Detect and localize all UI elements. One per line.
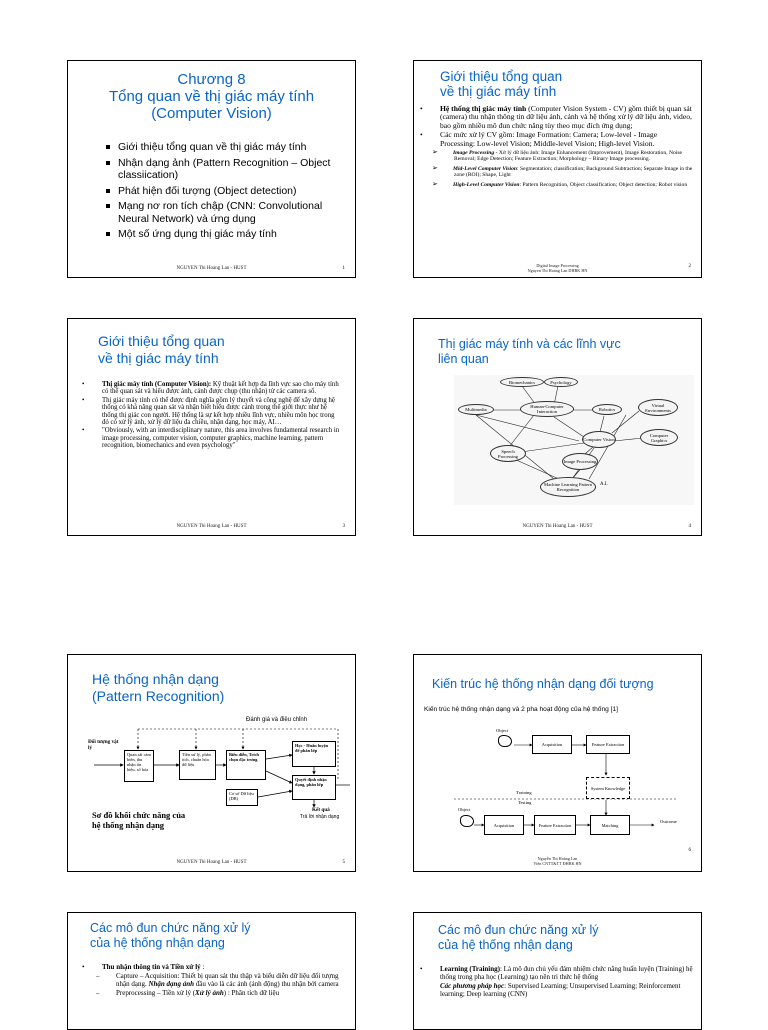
evaluation-label: Đánh giá và điều chỉnh bbox=[246, 717, 308, 723]
slide-7-d2-rest: ) : Phân tích dữ liệu bbox=[223, 989, 280, 997]
slide-5-page-number: 5 bbox=[342, 860, 345, 865]
node-virtual-environments: Virtual Environments bbox=[638, 399, 678, 416]
answer-label: Trả lời nhận dạng bbox=[300, 814, 340, 820]
slide-6-title: Kiến trúc hệ thống nhận dạng đối tượng bbox=[432, 677, 654, 691]
node-multimedia: Multimedia bbox=[458, 404, 494, 415]
slide-4 bbox=[413, 318, 702, 536]
slide-2-body bbox=[420, 104, 693, 189]
slide-8-body bbox=[420, 965, 693, 999]
slide-3-title-line2: về thị giác máy tính bbox=[98, 350, 219, 366]
slide-6 bbox=[413, 654, 702, 872]
slide-3-paragraph-2: • Thị giác máy tính có thể được định nghĩa gồm lý thuyết và công nghệ để xây dựng hệ thống có khả năng quan sát và nhận biết hiểu được cảnh trong thế giới thực như hệ thống thị giác con người. Hệ thống là sự kết hợp nhiều lĩnh vực, nhiều môn học trong đó có xử lý ảnh, xử lý dữ liệu đa chiều, nhận dạng, học máy, AI… bbox=[82, 396, 335, 427]
slide-2-title bbox=[440, 69, 562, 99]
slide-1 bbox=[67, 60, 356, 278]
object-top-icon bbox=[498, 735, 512, 747]
slide-7-d2-start: Preprocessing – Tiền xử lý ( bbox=[116, 989, 196, 997]
slide-8-methods-text: : Supervised Learning; Unsupervised Learning; Reinforcement learning; Deep learning (CNN) bbox=[440, 982, 681, 998]
slide-3-title bbox=[98, 333, 225, 367]
slide-7-d2-italic: Xử lý ảnh bbox=[195, 989, 224, 997]
slide-3-p1-bold: Thị giác máy tính (Computer Vision): bbox=[102, 381, 212, 388]
node-psychology: Psychology bbox=[544, 377, 578, 387]
slide-3-paragraph-1: • Thị giác máy tính (Computer Vision): Kỹ thuật kết hợp đa lĩnh vực sao cho máy tính có thể quan sát và hiểu được ảnh, cảnh được chụp (thu nhận) từ các camera số. bbox=[82, 381, 339, 396]
slide-5-footer: NGUYEN Thi Hoang Lan - HUST bbox=[176, 860, 247, 865]
slide-4-footer: NGUYEN Thi Hoang Lan - HUST bbox=[522, 524, 593, 529]
feature-extraction-bottom: Feature Extraction bbox=[534, 815, 576, 835]
slide-1-bullets bbox=[104, 141, 341, 244]
caption-line1: Sơ đồ khối chức năng của bbox=[92, 810, 186, 820]
slide-1-bullet: Giới thiệu tổng quan về thị giác máy tính bbox=[104, 141, 341, 154]
slide-6-footer-line1: Nguyễn Thị Hoàng Lan bbox=[537, 856, 578, 862]
node-speech-processing: Speech Processing bbox=[490, 445, 526, 462]
slide-1-footer: NGUYEN Thi Hoang Lan - HUST bbox=[176, 266, 247, 271]
node-ai: A.I. bbox=[600, 482, 608, 487]
slide-6-footer-line2: Viện CNTT&TT ĐHBK HN bbox=[533, 861, 582, 867]
slide-7-dash-1: – Capture – Acquisition: Thiết bị quan sát thu thập và biểu diễn dữ liệu đối tượng nhận dạng. Nhận dạng ảnh đầu vào là các ảnh (ảnh động) thu nhận bởi camera bbox=[96, 972, 339, 988]
block-diagram-caption bbox=[92, 810, 185, 830]
slide-7-title-line1: Các mô đun chức năng xử lý bbox=[90, 921, 251, 935]
slide-2-paragraph-1: • Hệ thống thị giác máy tính (Computer Vision System - CV) gồm thiết bị quan sát (camera) thu nhận thông tin dữ liệu ảnh, cảnh và hệ thống xử lý dữ liệu ảnh, video, bao gồm nhiều mô đun chức năng tùy theo mục đích ứng dụng; bbox=[420, 104, 692, 130]
slide-1-title-line1: Chương 8 bbox=[177, 71, 246, 88]
slide-2-sub-2-label: Mid-Level Computer Vision bbox=[453, 165, 518, 172]
slide-1-title-line3: (Computer Vision) bbox=[151, 105, 272, 122]
slide-5-title-line1: Hệ thống nhận dạng bbox=[92, 671, 219, 687]
slide-3-paragraph-3: • "Obviously, with an interdisciplinary nature, this area involves fundamental research in image processing, computer vision, computer graphics, machine learning, pattern recognition, biomechanics and even psychology" bbox=[82, 427, 340, 450]
slide-5 bbox=[67, 654, 356, 872]
slide-7-b1-bold: Thu nhận thông tin và Tiền xử lý bbox=[102, 963, 201, 971]
node-computer-graphics: Computer Graphics bbox=[640, 429, 678, 446]
slide-2-footer bbox=[414, 264, 701, 274]
slide-2-title-line1: Giới thiệu tổng quan bbox=[440, 69, 563, 84]
physical-object-label: Đối tượng vật lý bbox=[88, 739, 119, 751]
slide-7-title-line2: của hệ thống nhận dạng bbox=[90, 936, 225, 950]
testing-label: Testing bbox=[518, 800, 532, 805]
object-bottom-label: Object bbox=[458, 807, 471, 812]
box-decision: Quyết định nhận dạng, phân lớp bbox=[292, 775, 336, 800]
slide-2-p1-bold: Hệ thống thị giác máy tính bbox=[440, 104, 527, 113]
slide-4-title-line2: liên quan bbox=[438, 352, 489, 366]
training-label: Training bbox=[516, 790, 532, 795]
node-hci: Human-Computer Interaction bbox=[520, 401, 574, 417]
slide-8 bbox=[413, 912, 702, 1030]
slide-2-footer-line2: Nguyen Thi Hoang Lan DHBK HN bbox=[527, 268, 588, 274]
slide-3-p3: "Obviously, with an interdisciplinary nature, this area involves fundamental research in image processing, computer vision, computer graphics, machine learning, pattern recognition, biomechanics and even psychology" bbox=[102, 427, 340, 450]
slide-7 bbox=[67, 912, 356, 1030]
slide-2-p2: Các mức xử lý CV gồm: Image Formation: Camera; Low-level - Image Processing: Low-level Vision; Middle-level Vision; High-level Vision. bbox=[440, 130, 658, 148]
slide-7-b1-rest: : bbox=[200, 963, 205, 971]
slide-2-sub-2-rest: : Segmentation; classification; Background Subtraction; Separate Image in the zone (ROI); Shape, Light bbox=[454, 165, 693, 179]
slide-8-title bbox=[438, 923, 599, 953]
slide-2-page-number: 2 bbox=[688, 264, 691, 269]
node-computer-vision: Computer Vision bbox=[582, 431, 616, 448]
feature-extraction-top: Feature Extraction bbox=[586, 735, 630, 754]
box-feature-extraction: Biểu diễn, Trích chọn đặc trưng bbox=[226, 750, 266, 780]
slide-1-bullet: Một số ứng dụng thị giác máy tính bbox=[104, 228, 341, 241]
node-robotics: Robotics bbox=[592, 404, 622, 415]
slide-4-page-number: 4 bbox=[688, 524, 691, 529]
slide-3 bbox=[67, 318, 356, 536]
slide-6-page-number: 6 bbox=[688, 848, 691, 853]
slide-2-footer-line1: Digital Image Processing bbox=[536, 263, 579, 269]
slide-3-footer: NGUYEN Thi Hoang Lan - HUST bbox=[176, 524, 247, 529]
slide-4-title-line1: Thị giác máy tính và các lĩnh vực bbox=[438, 337, 621, 351]
slide-1-title-line2: Tổng quan về thị giác máy tính bbox=[108, 88, 315, 105]
slide-8-b1-bold: Learning (Training) bbox=[440, 965, 500, 973]
architecture-arrows bbox=[414, 655, 702, 872]
slide-7-bullet-1: • Thu nhận thông tin và Tiền xử lý : bbox=[82, 963, 205, 971]
slide-8-methods-italic: Các phương pháp học bbox=[440, 982, 505, 990]
object-top-label: Object bbox=[496, 728, 509, 733]
slide-2-sub-2: ➢ Mid-Level Computer Vision: Segmentation; classification; Background Subtraction; Separate Image in the zone (ROI); Shape, Light bbox=[432, 163, 693, 179]
acquisition-bottom: Acquisition bbox=[484, 815, 524, 835]
outcome-label: Outcome bbox=[660, 819, 677, 824]
slide-2-p1-rest: (Computer Vision System - CV) gồm thiết bị quan sát (camera) thu nhận thông tin dữ liệu ảnh, cảnh và hệ thống xử lý dữ liệu ảnh, video, bao gồm nhiều mô đun chức năng tùy theo mục đích ứng dụng; bbox=[440, 104, 692, 130]
box-observation: Quan sát cảm biến, thu nhận tín hiệu, số hóa bbox=[124, 750, 154, 782]
slide-1-page-number: 1 bbox=[342, 266, 345, 271]
slide-5-title-line2: (Pattern Recognition) bbox=[92, 688, 225, 704]
slide-8-bullet-1: • Learning (Training): Là mô đun chủ yếu đảm nhiệm chức năng huấn luyện (Training) hệ thống trong pha học (Learning) tạo nền tri thức hệ thống bbox=[420, 965, 693, 981]
slide-2-title-line2: về thị giác máy tính bbox=[440, 84, 557, 99]
acquisition-top: Acquisition bbox=[532, 735, 572, 754]
system-knowledge: System Knowledge bbox=[586, 777, 630, 799]
slide-8-b1-rest: : Là mô đun chủ yếu đảm nhiệm chức năng huấn luyện (Training) hệ thống trong pha học (Learning) tạo nền tri thức hệ thống bbox=[440, 965, 693, 981]
related-fields-diagram bbox=[454, 375, 694, 505]
slide-6-subtitle: Kiến trúc hệ thống nhận dạng và 2 pha hoạt động của hệ thống [1] bbox=[424, 706, 618, 713]
slide-2-sub-1-rest: - Xử lý dữ liệu ảnh: Image Enhancement (Improvement), Image Restoration, Noise Removal; Edge Detection; Feature Extraction; Morphology – Binary Image processing. bbox=[454, 150, 682, 163]
slide-7-d1-rest: đầu vào là các ảnh (ảnh động) thu nhận bởi camera bbox=[194, 980, 339, 988]
slide-4-title bbox=[438, 337, 621, 367]
box-database: Cơ sở Dữ liệu (DB) bbox=[226, 789, 258, 806]
slide-7-title bbox=[90, 921, 251, 951]
slide-8-title-line1: Các mô đun chức năng xử lý bbox=[438, 923, 599, 937]
matching-box: Matching bbox=[590, 815, 630, 835]
slide-6-footer bbox=[414, 857, 701, 867]
slide-2-sub-3-label: High-Level Computer Vision bbox=[453, 181, 520, 188]
slide-2-sub-1: ➢ Image Processing - Xử lý dữ liệu ảnh: Image Enhancement (Improvement), Image Restoration, Noise Removal; Edge Detection; Feature Extraction; Morphology – Binary Image processing. bbox=[432, 148, 682, 163]
node-machine-learning: Machine Learning Pattern Recognition bbox=[540, 477, 596, 497]
caption-line2: hệ thống nhận dạng bbox=[92, 820, 165, 830]
slide-2-sub-1-label: Image Processing bbox=[453, 150, 495, 157]
slide-7-d1: Capture – Acquisition: Thiết bị quan sát thu thập và biểu diễn dữ liệu đối tượng nhận dạng. bbox=[116, 972, 339, 988]
box-preprocessing: Tiền xử lý, phân tích, chuẩn hóa dữ liệu bbox=[179, 750, 216, 780]
slide-7-dash-2: – Preprocessing – Tiền xử lý (Xử lý ảnh) : Phân tích dữ liệu bbox=[96, 989, 280, 997]
node-biomechanics: Biomechanics bbox=[500, 377, 544, 387]
slide-2-sub-3-rest: : Pattern Recognition, Object classification; Object detection; Robot vision bbox=[519, 181, 688, 188]
slide-3-title-line1: Giới thiệu tổng quan bbox=[98, 333, 225, 349]
result-label: Kết quả bbox=[312, 807, 330, 813]
slide-1-bullet: Mạng nơ ron tích chập (CNN: Convolutional Neural Network) và ứng dụng bbox=[104, 200, 341, 225]
slide-3-p1-rest: Kỹ thuật kết hợp đa lĩnh vực sao cho máy tính có thể quan sát và hiểu được ảnh, cảnh được chụp (thu nhận) từ các camera số. bbox=[102, 381, 339, 396]
slide-7-body bbox=[82, 963, 345, 998]
slide-1-bullet: Nhận dạng ảnh (Pattern Recognition – Object classiication) bbox=[104, 157, 341, 182]
slide-8-methods bbox=[430, 982, 693, 998]
slide-3-body bbox=[82, 381, 341, 451]
box-learning: Học - Huấn luyện để phân lớp bbox=[292, 741, 336, 767]
slide-2-paragraph-2: • Các mức xử lý CV gồm: Image Formation: Camera; Low-level - Image Processing: Low-level Vision; Middle-level Vision; High-level Vision. bbox=[420, 130, 658, 148]
slide-3-p2: Thị giác máy tính có thể được định nghĩa gồm lý thuyết và công nghệ để xây dựng hệ thống có khả năng quan sát và nhận biết hiểu được cảnh trong thế giới thực như hệ thống thị giác con người. Hệ thống là sự kết hợp nhiều lĩnh vực, nhiều môn học trong đó có xử lý ảnh, xử lý dữ liệu đa chiều, nhận dạng, học máy, AI… bbox=[102, 396, 335, 427]
slide-2 bbox=[413, 60, 702, 278]
slide-8-title-line2: của hệ thống nhận dạng bbox=[438, 938, 573, 952]
slide-2-sub-3: ➢ High-Level Computer Vision: Pattern Recognition, Object classification; Object detection; Robot vision bbox=[432, 179, 688, 188]
object-bottom-icon bbox=[460, 815, 474, 827]
node-image-processing: Image Processing bbox=[562, 453, 598, 470]
slide-3-page-number: 3 bbox=[342, 524, 345, 529]
slide-1-bullet: Phát hiện đối tượng (Object detection) bbox=[104, 185, 341, 198]
slide-7-d1-italic: Nhận dạng ảnh bbox=[146, 980, 194, 988]
slide-1-title bbox=[68, 71, 355, 122]
